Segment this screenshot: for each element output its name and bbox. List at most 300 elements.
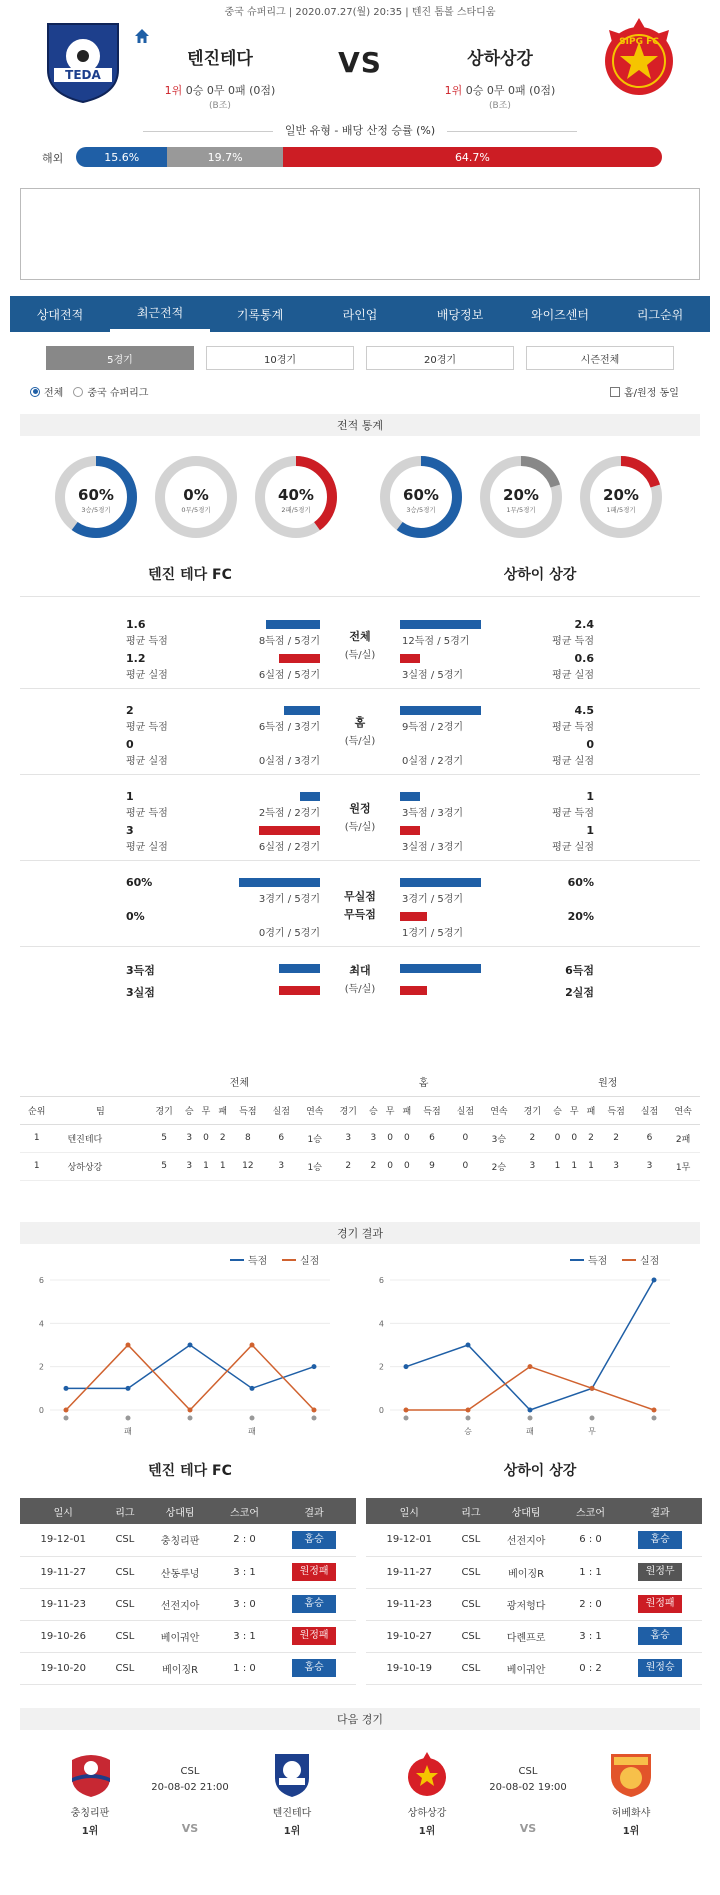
standings-cell: 1승 [307, 1162, 322, 1173]
away-away-gf-label: 평균 득점 [552, 808, 594, 819]
max-away-ga-bar [400, 986, 427, 995]
away-result-opponent[interactable]: 베이징R [489, 1556, 563, 1588]
away-result-opponent[interactable]: 선전지아 [489, 1524, 563, 1556]
standings-cell: 5 [161, 1133, 167, 1143]
away-donut-0-sub: 3승/5경기 [406, 506, 436, 514]
standings-col-0-3: 패 [218, 1106, 228, 1117]
home-chart-xtick-dot [188, 1416, 193, 1421]
total-home-ga: 1.2 [126, 652, 146, 665]
away-chart-legend-1: 실점 [640, 1256, 660, 1267]
same-venue-label: 홈/원정 동일 [624, 388, 679, 399]
standings-col-2-1: 승 [553, 1106, 562, 1117]
total-home-gf-bar-text: 8득점 / 5경기 [258, 636, 320, 647]
results-section-title: 경기 결과 [20, 1222, 700, 1244]
standings-team[interactable]: 텐진테다 [67, 1134, 103, 1145]
home-result-row[interactable] [20, 1524, 356, 1556]
clean-away-cs-bar [400, 878, 481, 887]
away-label2: (득/실) [344, 822, 376, 833]
tab-league-rank[interactable]: 리그순위 [636, 307, 684, 322]
total-away-ga-bar-text: 3실점 / 5경기 [402, 670, 464, 681]
tab-lineup[interactable]: 라인업 [342, 307, 378, 322]
home-team-logo[interactable] [40, 18, 126, 104]
away-away-ga: 1 [586, 824, 594, 837]
clean-home-cs-text: 3경기 / 5경기 [258, 894, 320, 905]
odds-bar [76, 147, 662, 167]
tab-head-to-head[interactable]: 상대전적 [36, 307, 84, 322]
same-venue-filter [610, 384, 679, 399]
home-chart-series-0-point [126, 1386, 131, 1391]
away-donut-0 [376, 452, 466, 542]
next-right-home-name[interactable]: 상하상강 [407, 1808, 447, 1819]
standings-cell: 3 [370, 1133, 377, 1143]
standings-cell: 2 [219, 1133, 226, 1143]
standings-cell: 0 [571, 1133, 578, 1143]
donut-charts [0, 440, 720, 560]
max-home-ga: 3실점 [126, 986, 155, 999]
home-logo-text: TEDA [65, 68, 101, 82]
home-result-opponent[interactable]: 베이궈안 [143, 1620, 217, 1652]
away-result-league: CSL [452, 1556, 489, 1588]
league-name: 중국 슈퍼리그 [224, 7, 286, 18]
away-result-league: CSL [452, 1620, 489, 1652]
standings-cell: 0 [403, 1161, 410, 1171]
standings-cell: 3 [345, 1133, 352, 1143]
home-chart-xtick-1: 패 [124, 1427, 132, 1436]
home-away-ga-label: 평균 실점 [552, 756, 594, 767]
home-away-gf-label: 평균 득점 [552, 722, 594, 733]
clean-away-cs-text: 3경기 / 5경기 [402, 894, 464, 905]
standings-cell: 0 [554, 1133, 561, 1143]
home-chart-series-0-point [188, 1343, 193, 1348]
home-chart-series-1-line [66, 1345, 314, 1410]
vs-label: VS [338, 46, 382, 79]
stat-comparison [0, 600, 720, 1040]
clean-away-cs: 60% [567, 876, 594, 889]
away-chart-series-1-point [528, 1364, 533, 1369]
away-result-league: CSL [452, 1588, 489, 1620]
total-home-gf-label: 평균 득점 [126, 636, 168, 647]
home-home-gf: 2 [126, 704, 134, 717]
next-right-away-name[interactable]: 허베화샤 [611, 1808, 651, 1819]
home-result-score: 3 : 0 [217, 1588, 272, 1620]
stats-section-title: 전적 통계 [20, 414, 700, 436]
home-group: (B조) [209, 101, 231, 111]
away-result-header-1: 리그 [452, 1498, 489, 1524]
away-result-row[interactable] [366, 1556, 702, 1588]
standings-cell: 5 [161, 1161, 167, 1171]
venue: 텐진 톰볼 스타디움 [411, 7, 496, 18]
standings-cell: 2 [370, 1161, 377, 1171]
clean-away-fs-text: 1경기 / 5경기 [402, 928, 464, 939]
away-donut-2-pct: 20% [603, 486, 639, 504]
away-donut-1 [476, 452, 566, 542]
home-result-row[interactable] [20, 1652, 356, 1684]
home-result-league: CSL [106, 1620, 143, 1652]
away-result-result-badge: 홈승 [638, 1531, 682, 1549]
away-result-score: 6 : 0 [563, 1524, 618, 1556]
total-home-ga-label: 평균 실점 [126, 670, 168, 681]
standings-col-2-2: 무 [569, 1106, 579, 1117]
total-home-gf-bar [266, 620, 320, 629]
filter-20-games[interactable]: 20경기 [366, 346, 514, 370]
away-chart-series-0-point [652, 1278, 657, 1283]
standings-rank: 1 [33, 1133, 40, 1143]
home-chart-series-1-point [126, 1343, 131, 1348]
home-result-date: 19-12-01 [20, 1524, 106, 1556]
radio-league[interactable] [73, 387, 83, 397]
home-results-chart [30, 1250, 350, 1450]
home-result-opponent[interactable]: 선전지아 [143, 1588, 217, 1620]
filter-season[interactable]: 시즌전체 [526, 346, 674, 370]
content-box [20, 188, 700, 280]
away-result-date: 19-10-27 [366, 1620, 452, 1652]
total-away-gf-bar-text: 12득점 / 5경기 [402, 636, 470, 647]
standings-cell: 3 [613, 1161, 619, 1171]
home-result-date: 19-11-27 [20, 1556, 106, 1588]
away-result-opponent[interactable]: 다롄프로 [489, 1620, 563, 1652]
home-chart-legend-1: 실점 [300, 1256, 320, 1267]
clean-home-fs-text: 0경기 / 5경기 [258, 928, 320, 939]
standings-cell: 9 [429, 1161, 435, 1171]
home-result-league: CSL [106, 1652, 143, 1684]
standings-col-0-5: 실점 [272, 1106, 290, 1117]
home-result-league: CSL [106, 1556, 143, 1588]
home-chart-series-1-point [188, 1408, 193, 1413]
away-away-ga-label: 평균 실점 [552, 842, 594, 853]
radio-league-label: 중국 슈퍼리그 [87, 388, 149, 399]
away-away-ga-bar [400, 826, 420, 835]
standings-cell: 2승 [491, 1162, 507, 1173]
standings-col-1-6: 연속 [490, 1106, 508, 1117]
away-home-gf: 1 [126, 790, 134, 803]
standings-cell: 3 [278, 1161, 285, 1171]
clean-home-cs-bar [239, 878, 320, 887]
away-away-gf: 1 [586, 790, 594, 803]
away-chart-series-0-point [466, 1343, 471, 1348]
home-chart-xtick-3: 패 [248, 1427, 256, 1436]
tab-odds[interactable]: 배당정보 [436, 307, 484, 322]
stats-home-team: 텐진 테다 FC [148, 567, 232, 583]
next-right-away-rank: 1위 [622, 1826, 640, 1837]
next-right-time: 20-08-02 19:00 [489, 1782, 567, 1793]
standings-col-1-5: 실점 [456, 1106, 475, 1117]
home-result-header-2: 상대팀 [143, 1498, 217, 1524]
home-label1: 홈 [354, 716, 366, 729]
home-away-ga-bar-text: 0실점 / 2경기 [402, 756, 464, 767]
away-results-chart [370, 1250, 690, 1450]
standings-col-left-1: 팀 [96, 1106, 105, 1117]
standings-col-1-4: 득점 [423, 1106, 441, 1117]
home-chart-xtick-dot [250, 1416, 255, 1421]
total-away-ga: 0.6 [574, 652, 594, 665]
standings-cell: 0 [387, 1161, 393, 1171]
standings-col-left-0: 순위 [28, 1106, 46, 1117]
total-label2: (득/실) [344, 650, 376, 661]
standings-cell: 1 [588, 1161, 594, 1171]
away-result-date: 19-11-27 [366, 1556, 452, 1588]
home-chart-ytick-2: 4 [38, 1319, 44, 1329]
away-results-table [366, 1498, 702, 1685]
standings-cell: 2 [613, 1133, 619, 1143]
standings-team[interactable]: 상하상강 [67, 1162, 103, 1173]
odds-win: 15.6% [76, 147, 167, 167]
away-chart-xtick-dot [528, 1416, 533, 1421]
home-home-gf-bar-text: 6득점 / 3경기 [258, 722, 320, 733]
home-chart-ytick-3: 6 [38, 1276, 44, 1285]
home-result-result-badge: 원정패 [292, 1627, 336, 1645]
standings-col-0-6: 연속 [306, 1106, 324, 1117]
standings-cell: 0 [403, 1133, 410, 1143]
odds-source-label: 해외 [42, 152, 64, 165]
away-result-row[interactable] [366, 1652, 702, 1684]
away-chart-xtick-dot [404, 1416, 409, 1421]
next-right-away-logo[interactable] [608, 1750, 654, 1798]
home-chart-series-1-point [250, 1343, 255, 1348]
standings-cell: 1승 [307, 1134, 322, 1145]
away-team-name[interactable]: 상하상강 [467, 49, 533, 69]
away-result-header-3: 스코어 [563, 1498, 618, 1524]
standings-col-1-0: 경기 [339, 1106, 357, 1117]
clean-away-fs-bar [400, 912, 427, 921]
next-left-vs: VS [181, 1822, 199, 1835]
away-result-header-4: 결과 [618, 1498, 702, 1524]
home-icon[interactable] [134, 28, 150, 44]
total-home-ga-bar [279, 654, 320, 663]
filter-5-games[interactable]: 5경기 [46, 346, 194, 370]
home-result-score: 1 : 0 [217, 1652, 272, 1684]
tab-wise-center[interactable]: 와이즈센터 [531, 307, 589, 322]
away-result-date: 19-10-19 [366, 1652, 452, 1684]
clean-home-cs: 60% [126, 876, 153, 889]
next-right-home-logo[interactable] [404, 1750, 450, 1798]
away-chart-ytick-0: 0 [378, 1406, 384, 1415]
standings-cell: 8 [244, 1133, 251, 1143]
away-result-score: 2 : 0 [563, 1588, 618, 1620]
tab-records[interactable]: 기록통계 [236, 307, 284, 322]
home-result-league: CSL [106, 1524, 143, 1556]
away-result-opponent[interactable]: 베이궈안 [489, 1652, 563, 1684]
home-donut-1 [151, 452, 241, 542]
away-result-result-badge: 원정패 [638, 1595, 682, 1613]
away-team-logo[interactable] [596, 14, 682, 100]
away-result-header-0: 일시 [366, 1498, 452, 1524]
home-donut-0-pct: 60% [78, 486, 114, 504]
max-home-gf-bar [279, 964, 320, 973]
same-venue-checkbox[interactable] [610, 387, 620, 397]
next-left-away-logo[interactable] [272, 1750, 312, 1798]
next-left-home-logo[interactable] [68, 1752, 114, 1798]
home-result-opponent[interactable]: 산동루넝 [143, 1556, 217, 1588]
away-chart-legend-0: 득점 [588, 1256, 608, 1267]
away-result-date: 19-12-01 [366, 1524, 452, 1556]
away-chart-series-1-point [590, 1386, 595, 1391]
standings-cell: 2 [529, 1133, 536, 1143]
next-left-away-name[interactable]: 텐진테다 [272, 1808, 312, 1819]
standings-group-1: 홈 [332, 1068, 516, 1096]
home-result-date: 19-11-23 [20, 1588, 106, 1620]
home-result-result-badge: 홈승 [292, 1531, 336, 1549]
next-right-league: CSL [518, 1766, 538, 1777]
total-away-ga-label: 평균 실점 [552, 670, 594, 681]
away-group: (B조) [489, 101, 511, 111]
away-record: 0승 0무 0패 (0점) [465, 84, 556, 97]
away-result-row[interactable] [366, 1524, 702, 1556]
total-away-gf: 2.4 [574, 618, 594, 631]
away-chart-ytick-1: 2 [378, 1362, 384, 1372]
clean-away-fs: 20% [567, 910, 594, 923]
standings-cell: 3승 [491, 1134, 507, 1145]
away-result-result-badge: 원정승 [638, 1659, 682, 1677]
away-rank: 1위 [444, 84, 463, 97]
away-away-ga-bar-text: 3실점 / 3경기 [402, 842, 464, 853]
home-donut-1-pct: 0% [183, 486, 209, 504]
standings-cell: 0 [387, 1133, 393, 1143]
next-right-home-rank: 1위 [418, 1826, 436, 1837]
standings-col-1-2: 무 [385, 1106, 395, 1117]
total-away-ga-bar [400, 654, 420, 663]
away-result-score: 1 : 1 [563, 1556, 618, 1588]
home-chart-series-0-point [250, 1386, 255, 1391]
max-away-gf: 6득점 [565, 964, 594, 977]
radio-group [30, 384, 148, 399]
max-away-gf-bar [400, 964, 481, 973]
total-away-gf-label: 평균 득점 [552, 636, 594, 647]
clean-home-fs: 0% [126, 910, 145, 923]
standings-col-1-3: 패 [402, 1106, 412, 1117]
away-label1: 원정 [349, 802, 371, 815]
home-result-row[interactable] [20, 1620, 356, 1652]
home-result-score: 2 : 0 [217, 1524, 272, 1556]
home-away-ga: 0 [586, 738, 594, 751]
away-chart-xtick-1: 승 [464, 1427, 472, 1436]
home-result-header-4: 결과 [272, 1498, 356, 1524]
home-home-gf-bar [284, 706, 320, 715]
away-chart-series-1-point [404, 1408, 409, 1413]
total-away-gf-bar [400, 620, 481, 629]
away-result-opponent[interactable]: 광저헝다 [489, 1588, 563, 1620]
away-home-gf-bar-text: 2득점 / 2경기 [258, 808, 320, 819]
home-result-score: 3 : 1 [217, 1556, 272, 1588]
standings-group-2: 원정 [516, 1068, 700, 1096]
home-result-opponent[interactable]: 베이징R [143, 1652, 217, 1684]
away-donut-1-pct: 20% [503, 486, 539, 504]
home-donut-2-pct: 40% [278, 486, 314, 504]
next-left-away-rank: 1위 [283, 1826, 301, 1837]
standings-col-0-1: 승 [184, 1106, 194, 1117]
standings-col-0-0: 경기 [155, 1106, 173, 1117]
tab-recent[interactable]: 최근전적 [110, 296, 210, 332]
standings-cell: 1 [571, 1161, 578, 1171]
away-chart-xtick-2: 패 [526, 1427, 534, 1436]
next-left-home-name[interactable]: 충칭리판 [70, 1808, 110, 1819]
total-home-ga-bar-text: 6실점 / 5경기 [258, 670, 320, 681]
home-donut-0 [51, 452, 141, 542]
standings-col-1-1: 승 [368, 1106, 378, 1117]
standings-cell: 0 [203, 1133, 209, 1143]
home-result-result-badge: 홈승 [292, 1595, 336, 1613]
home-result-row[interactable] [20, 1588, 356, 1620]
odds-title: 일반 유형 - 배당 산정 승률 (%) [0, 122, 720, 138]
radio-all[interactable] [30, 387, 40, 397]
home-result-opponent[interactable]: 충칭리판 [143, 1524, 217, 1556]
standings-col-2-0: 경기 [523, 1106, 542, 1117]
away-chart-ytick-3: 6 [378, 1276, 384, 1285]
home-chart-legend-0: 득점 [248, 1256, 268, 1267]
standings-cell: 6 [429, 1133, 435, 1143]
standings-cell: 2 [588, 1133, 594, 1143]
max-home-gf: 3득점 [126, 964, 155, 977]
away-chart-xtick-3: 무 [588, 1427, 596, 1436]
home-donut-1-sub: 0무/5경기 [181, 506, 211, 514]
home-team-name[interactable]: 텐진테다 [187, 49, 253, 69]
home-result-header-0: 일시 [20, 1498, 106, 1524]
standings-row[interactable] [20, 1124, 700, 1152]
max-away-ga: 2실점 [565, 986, 594, 999]
home-home-ga: 0 [126, 738, 134, 751]
away-result-row[interactable] [366, 1588, 702, 1620]
home-away-gf-bar-text: 9득점 / 2경기 [402, 722, 464, 733]
standings-table [20, 1068, 700, 1181]
total-home-gf: 1.6 [126, 618, 146, 631]
away-home-ga-label: 평균 실점 [126, 842, 168, 853]
home-home-gf-label: 평균 득점 [126, 722, 168, 733]
away-donut-2-sub: 1패/5경기 [606, 506, 636, 514]
max-home-ga-bar [279, 986, 320, 995]
results-away-team: 상하이 상강 [503, 1463, 577, 1479]
home-chart-xtick-dot [126, 1416, 131, 1421]
away-chart-xtick-dot [590, 1416, 595, 1421]
standings-cell: 2 [345, 1161, 352, 1171]
home-result-row[interactable] [20, 1556, 356, 1588]
home-result-score: 3 : 1 [217, 1620, 272, 1652]
home-donut-2-sub: 2패/5경기 [281, 506, 311, 514]
standings-row[interactable] [20, 1152, 700, 1180]
results-home-team: 텐진 테다 FC [148, 1463, 232, 1479]
home-home-ga-label: 평균 실점 [126, 756, 168, 767]
home-result-date: 19-10-20 [20, 1652, 106, 1684]
standings-cell: 3 [646, 1161, 653, 1171]
away-result-header-2: 상대팀 [489, 1498, 563, 1524]
away-result-row[interactable] [366, 1620, 702, 1652]
clean-label1: 무실점 [344, 890, 376, 903]
away-result-league: CSL [452, 1524, 489, 1556]
away-chart-series-0-point [404, 1364, 409, 1369]
standings-cell: 3 [186, 1161, 193, 1171]
standings-cell: 1무 [675, 1162, 691, 1173]
away-chart-series-0-line [406, 1280, 654, 1410]
away-home-ga: 3 [126, 824, 134, 837]
home-rank: 1위 [164, 84, 183, 97]
stats-away-team: 상하이 상강 [503, 567, 577, 583]
home-chart-xtick-dot [312, 1416, 317, 1421]
next-left-time: 20-08-02 21:00 [151, 1782, 229, 1793]
standings-group-0: 전체 [147, 1068, 331, 1096]
standings-cell: 3 [186, 1133, 193, 1143]
away-home-gf-bar [300, 792, 320, 801]
standings-cell: 6 [278, 1133, 285, 1143]
away-chart-series-1-point [466, 1408, 471, 1413]
away-result-result-badge: 홈승 [638, 1627, 682, 1645]
standings-cell: 0 [462, 1161, 469, 1171]
home-label2: (득/실) [344, 736, 376, 747]
home-chart-series-1-point [312, 1408, 317, 1413]
home-chart-ytick-1: 2 [38, 1362, 44, 1372]
home-chart-series-0-point [64, 1386, 69, 1391]
next-section-title: 다음 경기 [20, 1708, 700, 1730]
away-away-gf-bar-text: 3득점 / 3경기 [402, 808, 464, 819]
filter-10-games[interactable]: 10경기 [206, 346, 354, 370]
away-result-result-badge: 원정무 [638, 1563, 682, 1581]
